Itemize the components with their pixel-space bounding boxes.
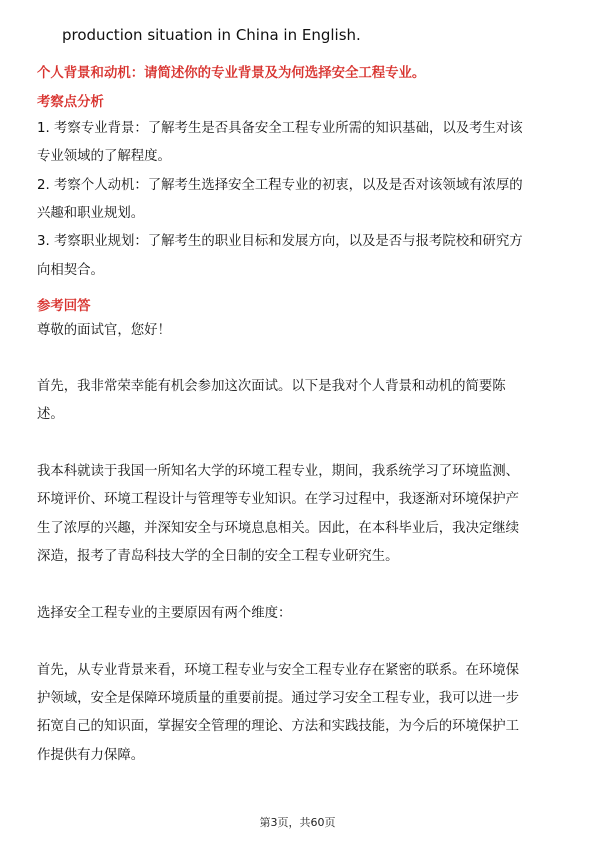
- answer-line: 拓宽自己的知识面，掌握安全管理的理论、方法和实践技能，为今后的环境保护工: [37, 719, 520, 734]
- analysis-line: 兴趣和职业规划。: [37, 206, 145, 221]
- analysis-line: 1. 考察专业背景：了解考生是否具备安全工程专业所需的知识基础，以及考生对该: [37, 121, 523, 136]
- answer-heading: 参考回答: [37, 299, 91, 314]
- analysis-line: 2. 考察个人动机：了解考生选择安全工程专业的初衷，以及是否对该领域有浓厚的: [37, 178, 523, 193]
- question-heading: 个人背景和动机：请简述你的专业背景及为何选择安全工程专业。: [37, 66, 426, 81]
- analysis-line: 专业领域的了解程度。: [37, 149, 171, 164]
- answer-line: 深造，报考了青岛科技大学的全日制的安全工程专业研究生。: [37, 549, 399, 564]
- analysis-line: 向相契合。: [37, 263, 104, 278]
- answer-line: 尊敬的面试官，您好！: [37, 323, 171, 338]
- answer-line: 作提供有力保障。: [37, 748, 145, 763]
- analysis-line: 3. 考察职业规划：了解考生的职业目标和发展方向，以及是否与报考院校和研究方: [37, 234, 523, 249]
- answer-line: 护领域，安全是保障环境质量的重要前提。通过学习安全工程专业，我可以进一步: [37, 691, 520, 706]
- answer-line: 我本科就读于我国一所知名大学的环境工程专业，期间，我系统学习了环境监测、: [37, 464, 520, 479]
- answer-line: 环境评价、环境工程设计与管理等专业知识。在学习过程中，我逐渐对环境保护产: [37, 492, 520, 507]
- answer-line: 首先，从专业背景来看，环境工程专业与安全工程专业存在紧密的联系。在环境保: [37, 663, 520, 678]
- analysis-heading: 考察点分析: [37, 95, 104, 110]
- page-footer: 第3页，共60页: [259, 816, 336, 829]
- continuation-text: production situation in China in English.: [62, 26, 361, 44]
- answer-line: 首先，我非常荣幸能有机会参加这次面试。以下是我对个人背景和动机的简要陈: [37, 379, 506, 394]
- answer-line: 述。: [37, 407, 64, 422]
- answer-line: 生了浓厚的兴趣，并深知安全与环境息息相关。因此，在本科毕业后，我决定继续: [37, 521, 520, 536]
- answer-line: 选择安全工程专业的主要原因有两个维度：: [37, 606, 292, 621]
